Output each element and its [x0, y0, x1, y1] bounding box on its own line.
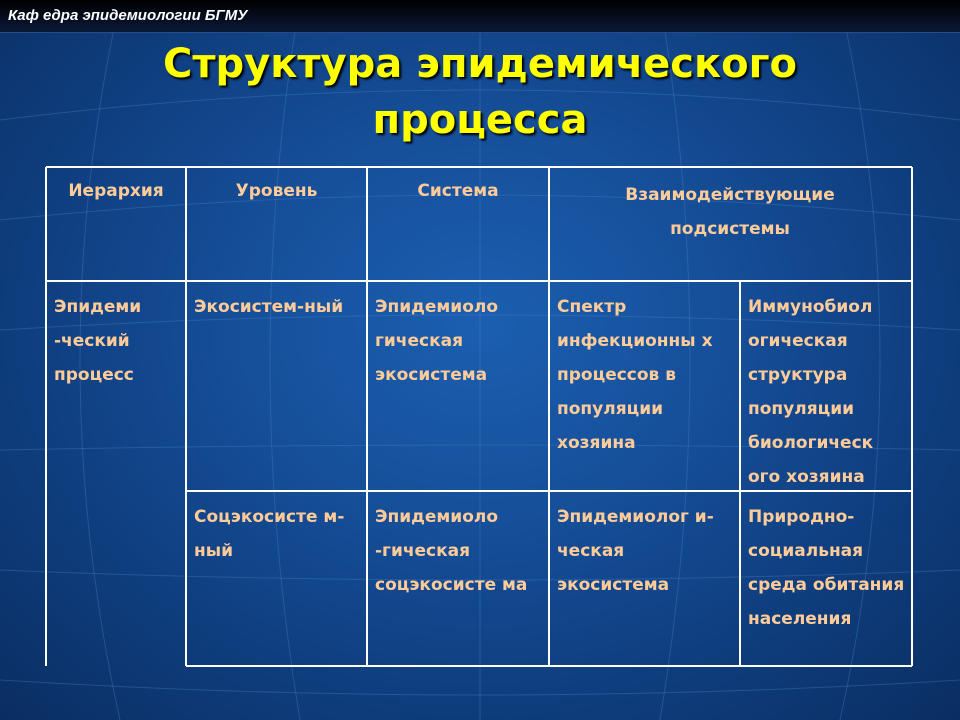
department-label: Каф едра эпидемиологии БГМУ: [8, 7, 248, 24]
header-hierarchy: Иерархия: [68, 181, 164, 201]
cell-level-row1: Экосистем-ный: [194, 297, 344, 317]
header-subsystems: Взаимодействующие подсистемы: [625, 185, 835, 239]
cell-system-row1: Эпидемиоло гическая экосистема: [375, 297, 499, 385]
cell-subsystem1-row2: Эпидемиолог и-ческая экосистема: [557, 507, 714, 595]
header-system: Система: [417, 181, 499, 201]
cell-hierarchy: Эпидеми -ческий процесс: [54, 297, 142, 385]
title-line-1: Структура эпидемического: [162, 41, 798, 87]
cell-subsystem2-row2: Природно-социальная среда обитания населения: [748, 507, 905, 629]
cell-system-row2: Эпидемиоло -гическая соцэкосисте ма: [375, 507, 528, 595]
cell-level-row2: Соцэкосисте м-ный: [194, 507, 345, 561]
cell-subsystem1-row1: Спектр инфекционны х процессов в популяции хозяина: [557, 297, 713, 453]
title-line-2: процесса: [372, 97, 588, 143]
header-level: Уровень: [235, 181, 318, 201]
cell-subsystem2-row1: Иммунобиол огическая структура популяции биологическ ого хозяина: [748, 297, 874, 487]
